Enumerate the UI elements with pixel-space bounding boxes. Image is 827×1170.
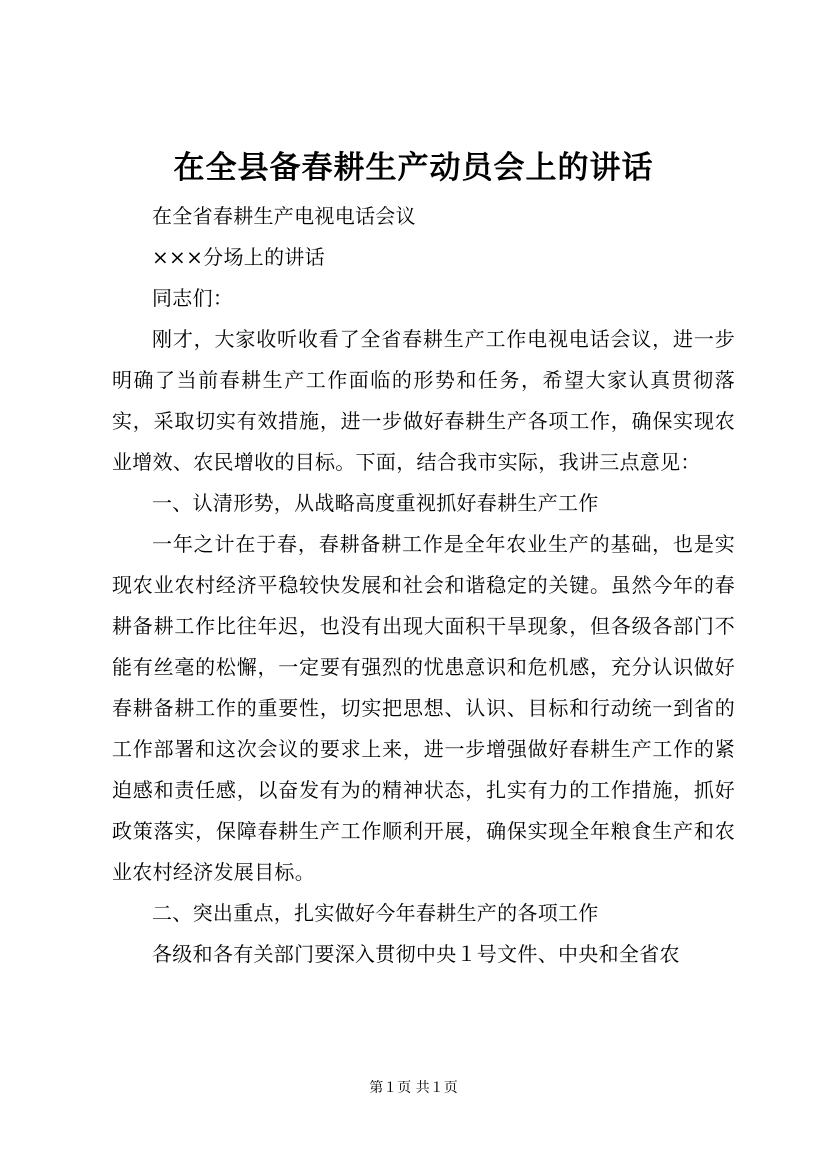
paragraph: 各级和各有关部门要深入贯彻中央１号文件、中央和全省农: [152, 942, 680, 966]
paragraph: 一年之计在于春，春耕备耕工作是全年农业生产的基础，也是实现农业农村经济平稳较快发展和社会和谐稳定的关键。虽然今年的春耕备耕工作比往年迟，也没有出现大面积干旱现象，但各级各部门不能有丝毫的松懈，一定要有强烈的忧患意识和危机感，充分认识做好春耕备耕工作的重要性，切实把思想、认识、目标和行动统一到省的工作部署和这次会议的要求上来，进一步增强做好春耕生产工作的紧迫感和责任感，以奋发有为的精神状态，扎实有力的工作措施，抓好政策落实，保障春耕生产工作顺利开展，确保实现全年粮食生产和农业农村经济发展目标。: [112, 532, 735, 884]
paragraph: 在全省春耕生产电视电话会议: [152, 204, 416, 228]
document-body: [112, 196, 735, 975]
paragraph: 刚才，大家收听收看了全省春耕生产工作电视电话会议，进一步明确了当前春耕生产工作面临的形势和任务，希望大家认真贯彻落实，采取切实有效措施，进一步做好春耕生产各项工作，确保实现农业增效、农民增收的目标。下面，结合我市实际，我讲三点意见：: [112, 327, 735, 474]
document-title: 在全县备春耕生产动员会上的讲话: [173, 150, 654, 186]
section-heading: 二、突出重点，扎实做好今年春耕生产的各项工作: [152, 901, 599, 925]
paragraph: 同志们：: [152, 286, 234, 310]
page-number-footer: 第１页 共１页: [369, 1080, 458, 1096]
paragraph: ×××分场上的讲话: [152, 245, 325, 269]
section-heading: 一、认清形势，从战略高度重视抓好春耕生产工作: [152, 491, 599, 515]
